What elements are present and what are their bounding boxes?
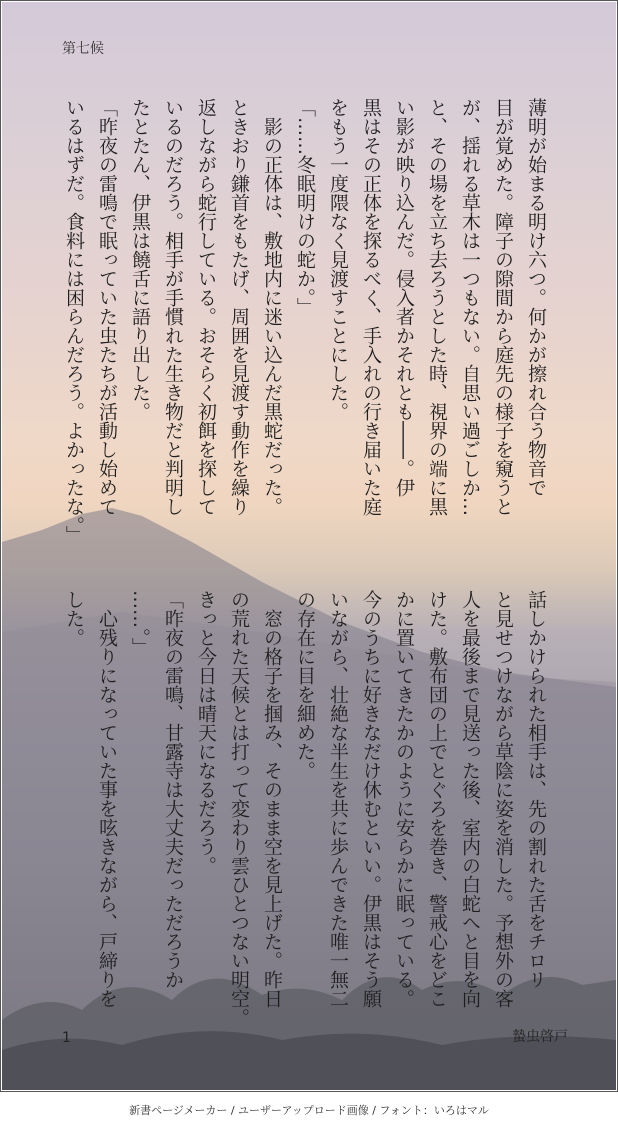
text-line: い影が映り込んだ。侵入者かそれとも――。伊: [393, 98, 415, 497]
main-text-lower: [57, 590, 552, 1027]
author-name: 蟄虫啓戸: [512, 1029, 568, 1045]
text-line: きっと今日は晴天になるだろう。: [195, 590, 217, 875]
text-line: けた。敷布団の上でとぐろを巻き、警戒心をどこ: [426, 590, 448, 1008]
text-line: と、その場を立ち去ろうとした時、視界の端に黒: [426, 98, 448, 516]
text-line: かに置いてきたかのように安らかに眠っている。: [393, 590, 415, 1008]
text-line: の荒れた天候とは打って変わり雲ひとつない明空。: [228, 590, 250, 1027]
text-line: 「昨夜の雷鳴、甘露寺は大丈夫だっただろうか: [162, 590, 184, 989]
text-line: 影の正体は、敷地内に迷い込んだ黒蛇だった。: [261, 117, 283, 516]
text-line: 黒はその正体を探るべく、手入れの行き届いた庭: [360, 98, 382, 516]
credit-line: 新書ページメーカー / ユーザーアップロード画像 / フォント：いろはマル: [129, 1104, 489, 1117]
text-line: が、揺れる草木は一つもない。自思い過ごしか…: [459, 98, 481, 516]
text-line: 心残りになっていた事を呟きながら、戸締りを: [96, 609, 118, 1008]
text-line: 「……冬眠明けの蛇か。」: [294, 98, 316, 317]
text-line: 人を最後まで見送った後、室内の白蛇へと目を向: [459, 590, 481, 1008]
text-line: いながら、壮絶な半生を共に歩んできた唯一無二: [327, 590, 349, 1008]
chapter-title: 第七候: [62, 41, 104, 57]
text-line: たとたん、伊黒は饒舌に語り出した。: [129, 98, 151, 421]
text-line: 今のうちに好きなだけ休むといい。伊黒はそう願: [360, 590, 382, 1008]
text-line: した。: [63, 590, 85, 647]
text-line: と見せつけながら草陰に姿を消した。予想外の客: [492, 590, 514, 1008]
text-line: 「昨夜の雷鳴で眠っていた虫たちが活動し始めて: [96, 98, 118, 516]
text-line: ……。」: [129, 590, 151, 657]
text-line: ときおり鎌首をもたげ、周囲を見渡す動作を繰り: [228, 98, 250, 516]
text-line: いるのだろう。相手が手慣れた生き物だと判明し: [162, 98, 184, 516]
main-text-upper: [57, 98, 552, 548]
book-page: [2, 2, 616, 1090]
page-number: 1: [62, 1030, 71, 1046]
text-line: 窓の格子を掴み、そのまま空を見上げた。昨日: [261, 609, 283, 1008]
text-line: いるはずだ。食料には困らんだろう。よかったな。」: [63, 98, 85, 545]
text-line: 返しながら蛇行している。おそらく初餌を探して: [195, 98, 217, 516]
text-line: の存在に目を細めた。: [294, 590, 316, 780]
text-line: をもう一度隈なく見渡すことにした。: [327, 98, 349, 421]
text-line: 話しかけられた相手は、先の割れた舌をチロリ: [525, 590, 547, 989]
text-line: 目が覚めた。障子の隙間から庭先の様子を窺うと: [492, 98, 514, 516]
text-line: 薄明が始まる明け六つ。何かが擦れ合う物音で: [525, 98, 547, 497]
